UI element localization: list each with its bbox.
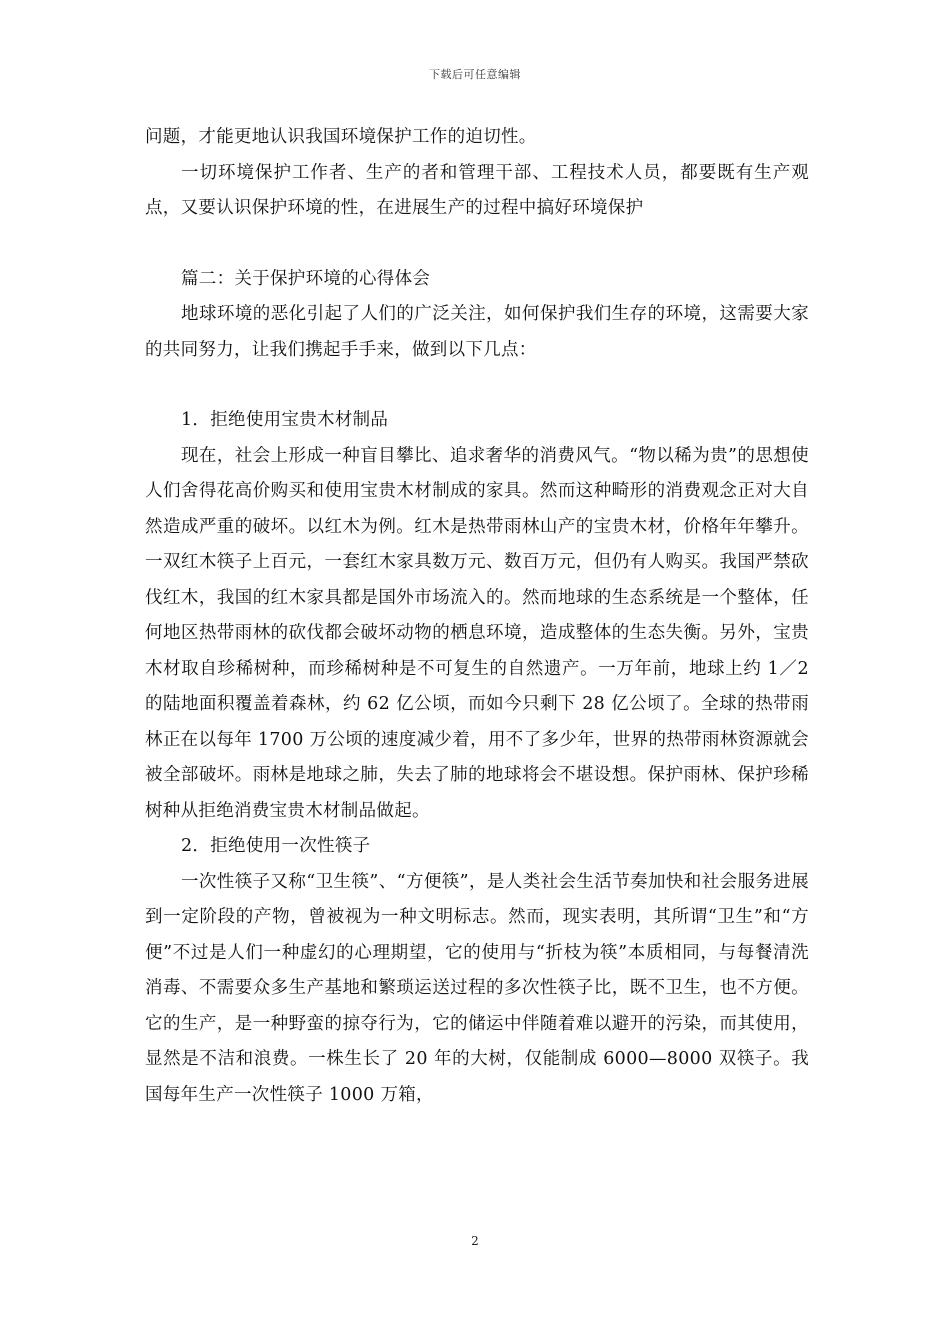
section-heading: 篇二：关于保护环境的心得体会 (181, 268, 431, 289)
paragraph-intro: 地球环境的恶化引起了人们的广泛关注，如何保护我们生存的环境，这需要大家的共同努力，让我们携起手手来，做到以下几点： (145, 304, 809, 360)
paragraph-precious-wood: 现在，社会上形成一种盲目攀比、追求奢华的消费风气。“物以稀为贵”的思想使人们舍得花高价购买和使用宝贵木材制成的家具。然而这种畸形的消费观念正对大自然造成严重的破坏。以红木为例。红木是热带雨林山产的宝贵木材，价格年年攀升。一双红木筷子上百元，一套红木家具数万元、数百万元，但仍有人购买。我国严禁砍伐红木，我国的红木家具都是国外市场流入的。然而地球的生态系统是一个整体，任何地区热带雨林的砍伐都会破坏动物的栖息环境，造成整体的生态失衡。另外，宝贵木材取自珍稀树种，而珍稀树种是不可复生的自然遗产。一万年前，地球上约 1／2 的陆地面积覆盖着森林，约 62 亿公顷，而如今只剩下 28 亿公顷了。全球的热带雨林正在以每年 1700 万公顷的速度减少着，用不了多少年，世界的热带雨林资源就会被全部破坏。雨林是地球之肺，失去了肺的地球将会不堪设想。保护雨林、保护珍稀树种从拒绝消费宝贵木材制品做起。 (145, 445, 809, 821)
page-number: 2 (471, 1234, 479, 1248)
page-header: 下载后可任意编辑 (429, 68, 521, 81)
document-body (145, 120, 809, 1113)
list-heading-2: 2．拒绝使用一次性筷子 (181, 836, 371, 856)
paragraph-environment-workers: 一切环境保护工作者、生产的者和管理干部、工程技术人员，都要既有生产观点，又要认识保护环境的性，在进展生产的过程中搞好环境保护 (145, 162, 809, 218)
paragraph-disposable-chopsticks: 一次性筷子又称“卫生筷”、“方便筷”，是人类社会生活节奏加快和社会服务进展到一定阶段的产物，曾被视为一种文明标志。然而，现实表明，其所谓“卫生”和“方便”不过是人们一种虚幻的心理期望，它的使用与“折枝为筷”本质相同，与每餐清洗消毒、不需要众多生产基地和繁琐运送过程的多次性筷子比，既不卫生，也不方便。它的生产，是一种野蛮的掠夺行为，它的储运中伴随着难以避开的污染，而其使用，显然是不洁和浪费。一株生长了 20 年的大树，仅能制成 6000—8000 双筷子。我国每年生产一次性筷子 1000 万箱， (145, 871, 809, 1105)
paragraph-spacer (145, 368, 809, 403)
paragraph-spacer (145, 227, 809, 262)
paragraph-continuation: 问题，才能更地认识我国环境保护工作的迫切性。 (145, 127, 537, 147)
list-heading-1: 1．拒绝使用宝贵木材制品 (181, 410, 389, 430)
